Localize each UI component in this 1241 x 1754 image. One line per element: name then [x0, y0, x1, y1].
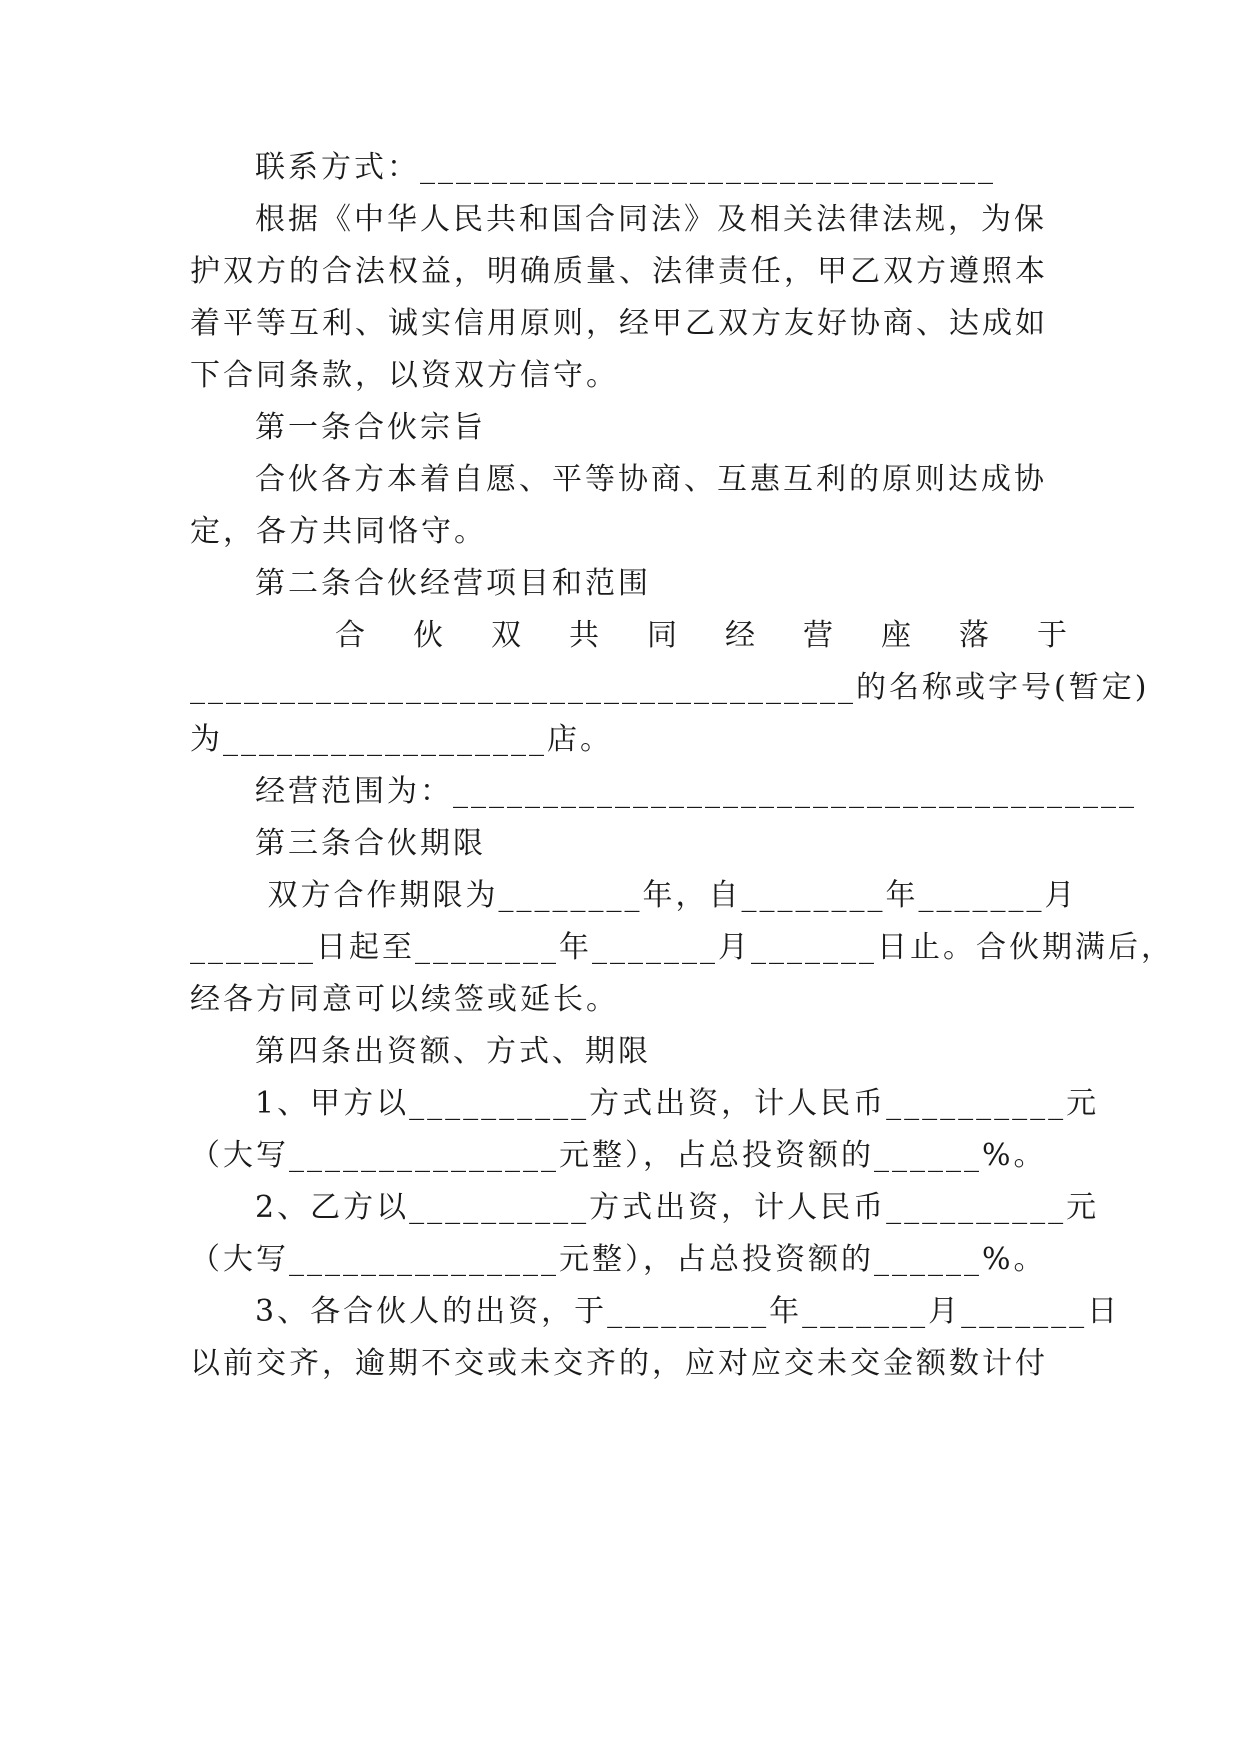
preamble-line-1: 根据《中华人民共和国合同法》及相关法律法规，为保: [255, 202, 1047, 237]
article-2-text-2: _____________________________________的名称或字号(暂定): [190, 670, 1150, 705]
contact-line: 联系方式：________________________________: [255, 150, 996, 185]
article-2-text-1: 合 伙 双 共 同 经 营 座 落 于: [335, 618, 1070, 653]
business-scope-line: 经营范围为：______________________________________: [255, 774, 1137, 809]
article-4-item-2-line-2: （大写_______________元整），占总投资额的______%。: [190, 1242, 1047, 1277]
article-4-item-3-line-2: 以前交齐，逾期不交或未交齐的，应对应交未交金额数计付: [190, 1346, 1048, 1381]
article-2-text-3: 为__________________店。: [190, 722, 613, 757]
article-1-heading: 第一条合伙宗旨: [255, 410, 486, 445]
article-4-item-3-line-1: 3、各合伙人的出资，于_________年_______月_______日: [255, 1294, 1121, 1329]
preamble-line-4: 下合同条款，以资双方信守。: [190, 358, 619, 393]
article-4-item-2-line-1: 2、乙方以__________方式出资，计人民币__________元: [255, 1190, 1100, 1225]
article-4-item-1-line-1: 1、甲方以__________方式出资，计人民币__________元: [255, 1086, 1100, 1121]
article-3-heading: 第三条合伙期限: [255, 826, 486, 861]
preamble-line-2: 护双方的合法权益，明确质量、法律责任，甲乙双方遵照本: [190, 254, 1048, 289]
article-2-heading: 第二条合伙经营项目和范围: [255, 566, 651, 601]
article-1-text-2: 定，各方共同恪守。: [190, 514, 487, 549]
article-4-item-1-line-2: （大写_______________元整），占总投资额的______%。: [190, 1138, 1047, 1173]
article-1-text-1: 合伙各方本着自愿、平等协商、互惠互利的原则达成协: [255, 462, 1047, 497]
article-3-text-3: 经各方同意可以续签或延长。: [190, 982, 619, 1017]
article-4-heading: 第四条出资额、方式、期限: [255, 1034, 651, 1069]
preamble-line-3: 着平等互利、诚实信用原则，经甲乙双方友好协商、达成如: [190, 306, 1048, 341]
article-3-text-2: _______日起至________年_______月_______日止。合伙期满后，: [190, 930, 1174, 965]
article-3-text-1: 双方合作期限为________年，自________年_______月: [255, 878, 1078, 913]
